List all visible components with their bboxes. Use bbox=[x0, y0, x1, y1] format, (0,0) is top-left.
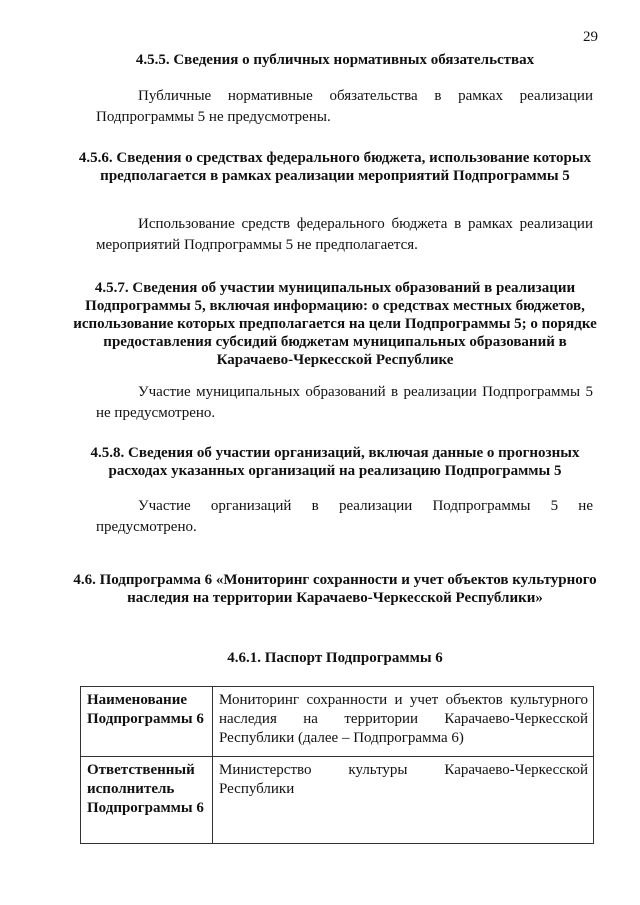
passport-label-name: Наименование Подпрограммы 6 bbox=[81, 687, 213, 757]
passport-value-name: Мониторинг сохранности и учет объектов культурного наследия на территории Карачаево-Черкесской Республики (далее – Подпрограмма 6) bbox=[213, 687, 594, 757]
passport-label-executor: Ответственный исполнитель Подпрограммы 6 bbox=[81, 757, 213, 844]
section-heading-456: 4.5.6. Сведения о средствах федерального бюджета, использование которых предполагается в рамках реализации мероприятий Подпрограммы 5 bbox=[78, 150, 592, 184]
section-heading-458: 4.5.8. Сведения об участии организаций, включая данные о прогнозных расходах указанных организаций на реализацию Подпрограммы 5 bbox=[90, 445, 580, 479]
passport-heading: 4.6.1. Паспорт Подпрограммы 6 bbox=[227, 650, 443, 666]
section-heading-455: 4.5.5. Сведения о публичных нормативных обязательствах bbox=[135, 52, 535, 68]
subprogram-6-heading: 4.6. Подпрограмма 6 «Мониторинг сохранности и учет объектов культурного наследия на территории Карачаево-Черкесской Республики» bbox=[73, 572, 597, 606]
section-body-456: Использование средств федерального бюджета в рамках реализации мероприятий Подпрограммы 5 не предполагается. bbox=[96, 216, 593, 253]
section-body-455: Публичные нормативные обязательства в рамках реализации Подпрограммы 5 не предусмотрены. bbox=[96, 88, 593, 125]
section-heading-457: 4.5.7. Сведения об участии муниципальных образований в реализации Подпрограммы 5, включая информацию: о средствах местных бюджетов, использование которых предполагается на цели Подпрограммы 5; о порядке предоставления субсидий бюджетам муниципальных образований в Карачаево-Черкесской Республике bbox=[73, 280, 597, 368]
section-body-457: Участие муниципальных образований в реализации Подпрограммы 5 не предусмотрено. bbox=[96, 384, 593, 421]
page-number: 29 bbox=[583, 29, 598, 45]
passport-table bbox=[80, 686, 594, 844]
section-body-458: Участие организаций в реализации Подпрограммы 5 не предусмотрено. bbox=[96, 498, 593, 535]
table-row bbox=[81, 687, 594, 757]
table-row bbox=[81, 757, 594, 844]
passport-value-executor: Министерство культуры Карачаево-Черкесской Республики bbox=[213, 757, 594, 844]
